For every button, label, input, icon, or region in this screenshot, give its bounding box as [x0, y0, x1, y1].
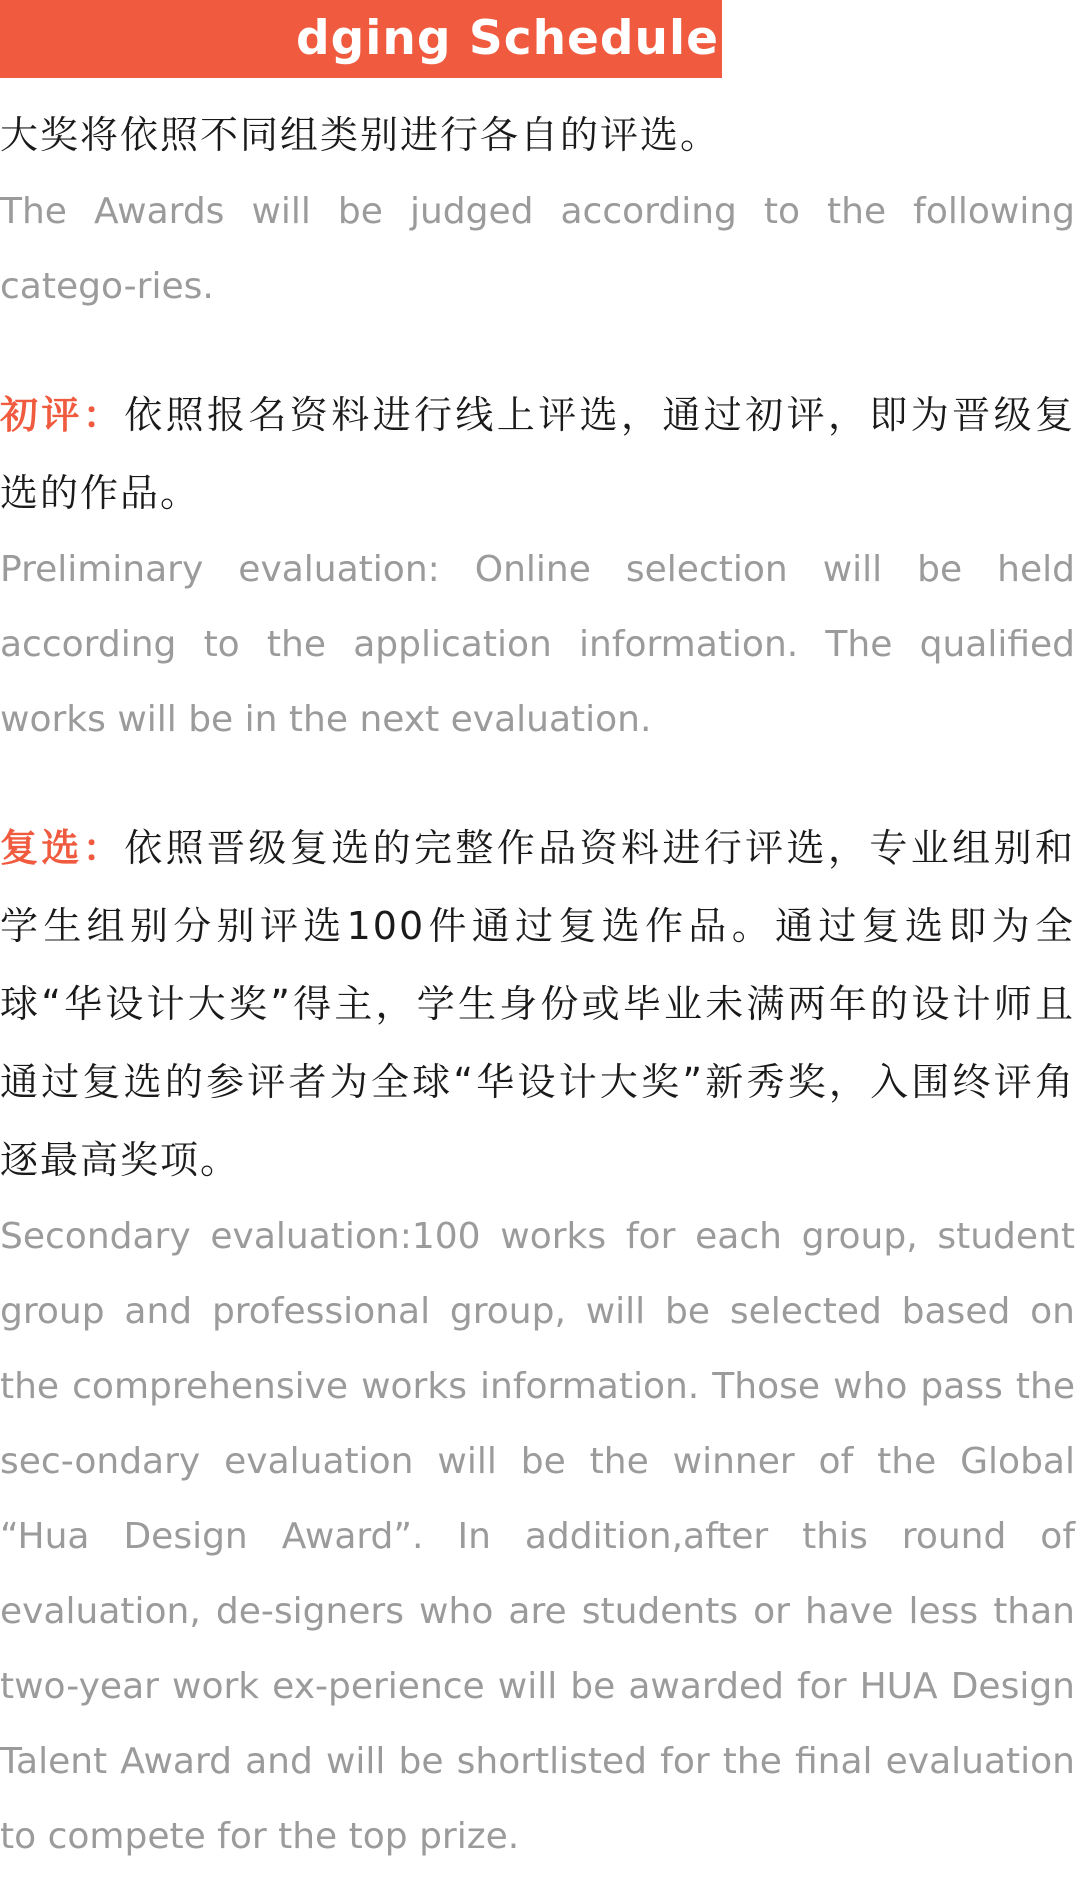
section-title: dging Schedule [296, 11, 720, 66]
section-spacer [0, 757, 1075, 809]
secondary-label: 复选： [0, 826, 125, 870]
section-header-bar [0, 0, 722, 78]
article-content [0, 96, 1075, 1874]
secondary-cn-text: 依照晋级复选的完整作品资料进行评选，专业组别和学生组别分别评选100件通过复选作品。通过复选即为全球“华设计大奖”得主，学生身份或毕业未满两年的设计师且通过复选的参评者为全球“华设计大奖”新秀奖，入围终评角逐最高奖项。 [0, 826, 1075, 1182]
preliminary-cn-text: 依照报名资料进行线上评选，通过初评，即为晋级复选的作品。 [0, 393, 1075, 515]
secondary-cn-paragraph [0, 809, 1075, 1199]
section-spacer [0, 324, 1075, 376]
preliminary-en: Preliminary evaluation: Online selection will be held according to the application information. The qualified works will be in the next evaluation. [0, 549, 1075, 740]
secondary-en: Secondary evaluation:100 works for each group, student group and professional group, will be selected based on the comprehensive works information. Those who pass the sec-ondary evaluation will be the winner of the Global “Hua Design Award”. In addition,after this round of evaluation, de-signers who are students or have less than two-year work ex-perience will be awarded for HUA Design Talent Award and will be shortlisted for the final evaluation to compete for the top prize. [0, 1216, 1075, 1857]
intro-en: The Awards will be judged according to the following catego-ries. [0, 191, 1075, 307]
preliminary-label: 初评： [0, 393, 125, 437]
intro-cn: 大奖将依照不同组类别进行各自的评选。 [0, 113, 721, 157]
preliminary-cn-paragraph [0, 376, 1075, 532]
